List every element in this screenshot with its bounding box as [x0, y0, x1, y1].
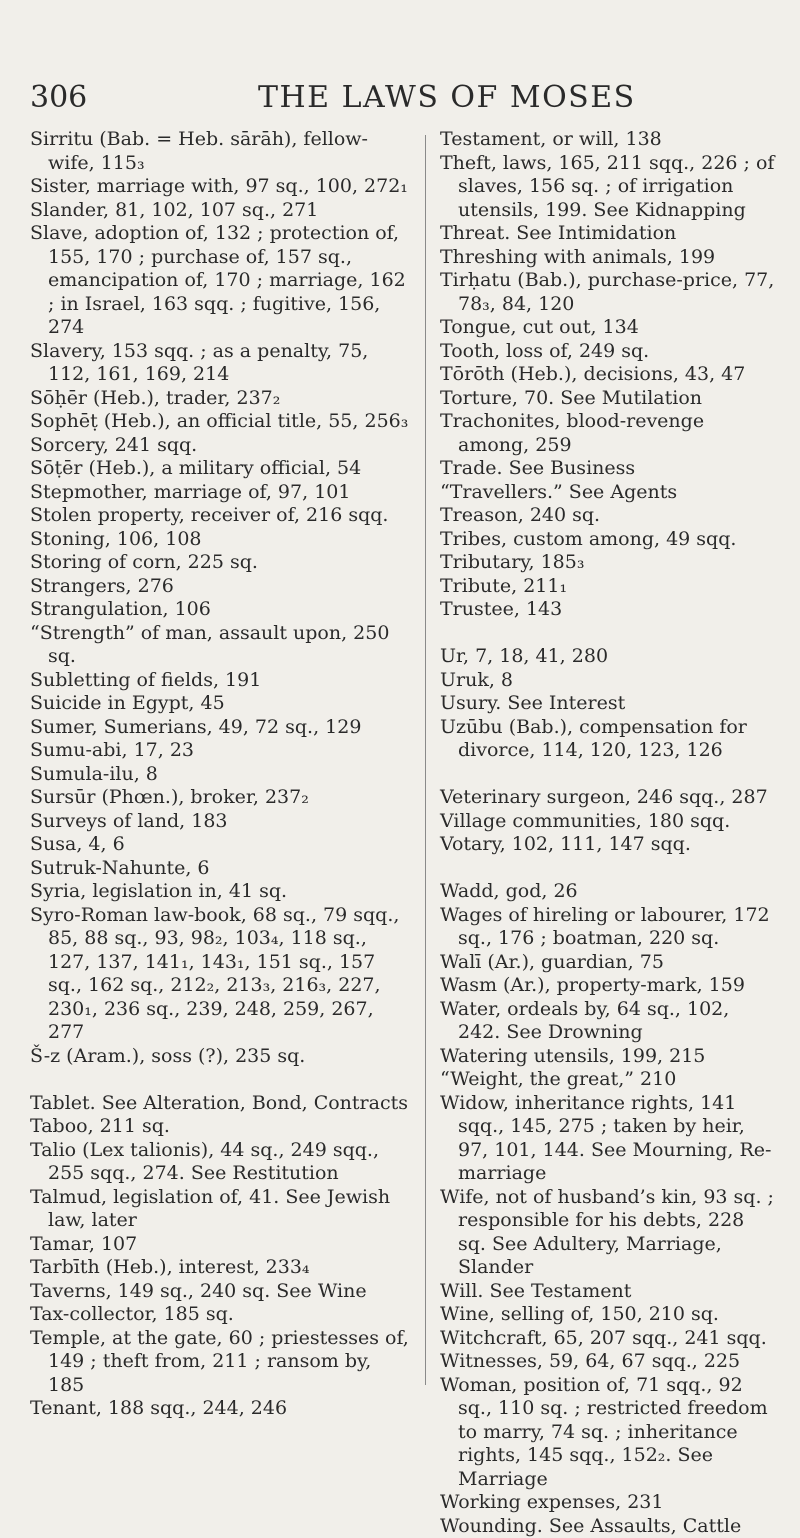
index-entry: Š-z (Aram.), soss (?), 235 sq. — [30, 1045, 410, 1069]
index-entry: Suicide in Egypt, 45 — [30, 692, 410, 716]
index-entry: Testament, or will, 138 — [440, 128, 775, 152]
section-gap — [440, 763, 775, 787]
index-entry: Sister, marriage with, 97 sq., 100, 272₁ — [30, 175, 410, 199]
index-entry: Wine, selling of, 150, 210 sq. — [440, 1303, 775, 1327]
index-entry: Tirḥatu (Bab.), purchase-price, 77, 78₃, 84, 120 — [440, 269, 775, 316]
index-entry: Tributary, 185₃ — [440, 551, 775, 575]
index-entry: Stolen property, receiver of, 216 sqq. — [30, 504, 410, 528]
index-entry: “Strength” of man, assault upon, 250 sq. — [30, 622, 410, 669]
index-entry: Sumula-ilu, 8 — [30, 763, 410, 787]
index-entry: Tenant, 188 sqq., 244, 246 — [30, 1397, 410, 1421]
index-entry: Strangulation, 106 — [30, 598, 410, 622]
page-header — [30, 78, 770, 118]
page-number: 306 — [30, 78, 87, 118]
index-entry: Walī (Ar.), guardian, 75 — [440, 951, 775, 975]
index-entry: Talio (Lex talionis), 44 sq., 249 sqq., 255 sqq., 274. See Restitution — [30, 1139, 410, 1186]
index-entry: Tamar, 107 — [30, 1233, 410, 1257]
section-gap — [440, 857, 775, 881]
index-entry: Will. See Testament — [440, 1280, 775, 1304]
index-entry: Stoning, 106, 108 — [30, 528, 410, 552]
index-column-left — [30, 128, 410, 1421]
index-entry: “Weight, the great,” 210 — [440, 1068, 775, 1092]
index-entry: Sumu-abi, 17, 23 — [30, 739, 410, 763]
index-entry: Threshing with animals, 199 — [440, 246, 775, 270]
index-entry: Wounding. See Assaults, Cattle — [440, 1515, 775, 1538]
index-entry: Tarbīth (Heb.), interest, 233₄ — [30, 1256, 410, 1280]
index-entry: Sutruk-Nahunte, 6 — [30, 857, 410, 881]
index-entry: Sumer, Sumerians, 49, 72 sq., 129 — [30, 716, 410, 740]
index-column-right — [440, 128, 775, 1538]
index-entry: Votary, 102, 111, 147 sqq. — [440, 833, 775, 857]
index-entry: Trustee, 143 — [440, 598, 775, 622]
index-entry: Tōrōth (Heb.), decisions, 43, 47 — [440, 363, 775, 387]
index-entry: Witchcraft, 65, 207 sqq., 241 sqq. — [440, 1327, 775, 1351]
index-entry: Uzūbu (Bab.), compensation for divorce, 114, 120, 123, 126 — [440, 716, 775, 763]
index-entry: Syro-Roman law-book, 68 sq., 79 sqq., 85, 88 sq., 93, 98₂, 103₄, 118 sq., 127, 137, 141₁, 143₁, 151 sq., 157 sq., 162 sq., 212₂, 213₃, 216₃, 227, 230₁, 236 sq., 239, 248, 259, 267, 277 — [30, 904, 410, 1045]
index-entry: Slander, 81, 102, 107 sq., 271 — [30, 199, 410, 223]
index-entry: Sōṭēr (Heb.), a military official, 54 — [30, 457, 410, 481]
index-entry: Tax-collector, 185 sq. — [30, 1303, 410, 1327]
index-entry: Treason, 240 sq. — [440, 504, 775, 528]
index-entry: Wadd, god, 26 — [440, 880, 775, 904]
index-entry: Working expenses, 231 — [440, 1491, 775, 1515]
index-entry: Stepmother, marriage of, 97, 101 — [30, 481, 410, 505]
index-entry: Village communities, 180 sqq. — [440, 810, 775, 834]
index-entry: Strangers, 276 — [30, 575, 410, 599]
index-entry: Veterinary surgeon, 246 sqq., 287 — [440, 786, 775, 810]
index-entry: Talmud, legislation of, 41. See Jewish law, later — [30, 1186, 410, 1233]
index-entry: Tribes, custom among, 49 sqq. — [440, 528, 775, 552]
index-entry: Woman, position of, 71 sqq., 92 sq., 110 sq. ; restricted freedom to marry, 74 sq. ; inheritance rights, 145 sqq., 152₂. See Marriage — [440, 1374, 775, 1492]
index-entry: Watering utensils, 199, 215 — [440, 1045, 775, 1069]
index-entry: Storing of corn, 225 sq. — [30, 551, 410, 575]
index-entry: Theft, laws, 165, 211 sqq., 226 ; of slaves, 156 sq. ; of irrigation utensils, 199. See Kidnapping — [440, 152, 775, 223]
index-entry: Trade. See Business — [440, 457, 775, 481]
index-entry: Subletting of fields, 191 — [30, 669, 410, 693]
index-entry: Sophēṭ (Heb.), an official title, 55, 256₃ — [30, 410, 410, 434]
index-entry: Widow, inheritance rights, 141 sqq., 145, 275 ; taken by heir, 97, 101, 144. See Mourning, Re-marriage — [440, 1092, 775, 1186]
section-gap — [30, 1068, 410, 1092]
index-entry: Water, ordeals by, 64 sq., 102, 242. See Drowning — [440, 998, 775, 1045]
index-entry: Wife, not of husband’s kin, 93 sq. ; responsible for his debts, 228 sq. See Adultery, Marriage, Slander — [440, 1186, 775, 1280]
index-entry: Sursūr (Phœn.), broker, 237₂ — [30, 786, 410, 810]
index-entry: Tooth, loss of, 249 sq. — [440, 340, 775, 364]
index-entry: Sorcery, 241 sqq. — [30, 434, 410, 458]
index-entry: “Travellers.” See Agents — [440, 481, 775, 505]
index-entry: Usury. See Interest — [440, 692, 775, 716]
index-entry: Trachonites, blood-revenge among, 259 — [440, 410, 775, 457]
index-entry: Taverns, 149 sq., 240 sq. See Wine — [30, 1280, 410, 1304]
section-gap — [440, 622, 775, 646]
index-entry: Witnesses, 59, 64, 67 sqq., 225 — [440, 1350, 775, 1374]
index-entry: Temple, at the gate, 60 ; priestesses of, 149 ; theft from, 211 ; ransom by, 185 — [30, 1327, 410, 1398]
column-divider — [425, 135, 426, 1385]
index-entry: Tribute, 211₁ — [440, 575, 775, 599]
index-entry: Sirritu (Bab. = Heb. sārāh), fellow-wife, 115₃ — [30, 128, 410, 175]
index-entry: Torture, 70. See Mutilation — [440, 387, 775, 411]
index-entry: Uruk, 8 — [440, 669, 775, 693]
index-entry: Tongue, cut out, 134 — [440, 316, 775, 340]
index-entry: Surveys of land, 183 — [30, 810, 410, 834]
index-entry: Susa, 4, 6 — [30, 833, 410, 857]
running-title: THE LAWS OF MOSES — [258, 78, 636, 118]
index-entry: Ur, 7, 18, 41, 280 — [440, 645, 775, 669]
index-entry: Syria, legislation in, 41 sq. — [30, 880, 410, 904]
index-entry: Sōḥēr (Heb.), trader, 237₂ — [30, 387, 410, 411]
index-entry: Taboo, 211 sq. — [30, 1115, 410, 1139]
index-entry: Threat. See Intimidation — [440, 222, 775, 246]
index-entry: Wages of hireling or labourer, 172 sq., 176 ; boatman, 220 sq. — [440, 904, 775, 951]
index-entry: Slavery, 153 sqq. ; as a penalty, 75, 112, 161, 169, 214 — [30, 340, 410, 387]
index-entry: Wasm (Ar.), property-mark, 159 — [440, 974, 775, 998]
index-entry: Tablet. See Alteration, Bond, Contracts — [30, 1092, 410, 1116]
index-entry: Slave, adoption of, 132 ; protection of, 155, 170 ; purchase of, 157 sq., emancipation of, 170 ; marriage, 162 ; in Israel, 163 sqq. ; fugitive, 156, 274 — [30, 222, 410, 340]
